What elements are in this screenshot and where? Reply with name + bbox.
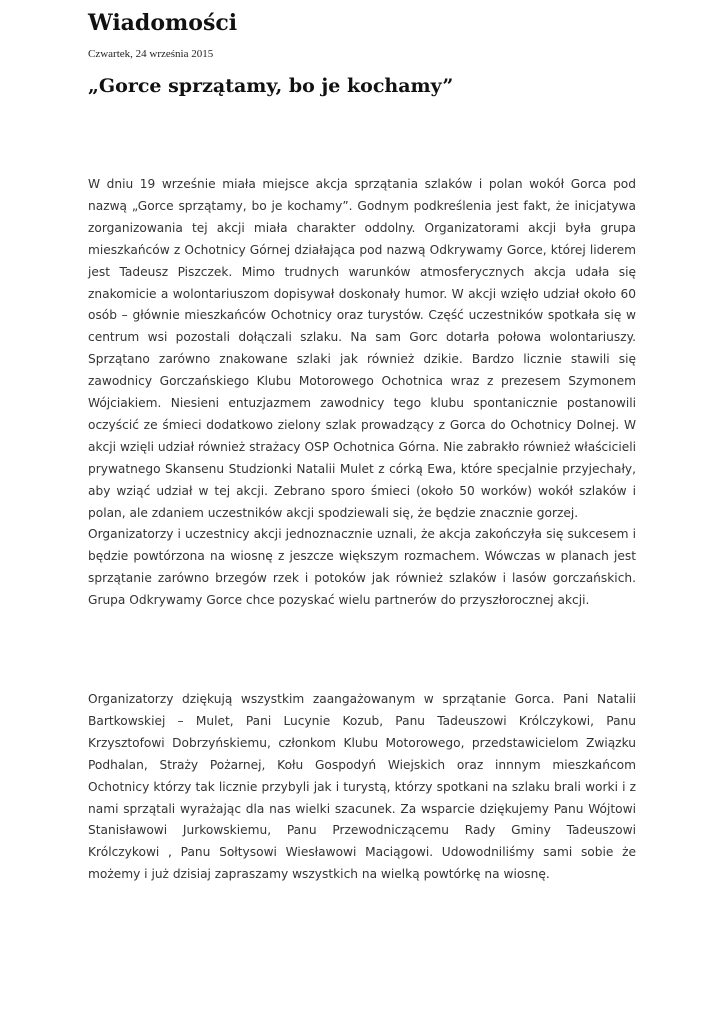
article-paragraph: Organizatorzy i uczestnicy akcji jednoznacznie uznali, że akcja zakończyła się sukcesem i będzie powtórzona na wiosnę z jeszcze większym rozmachem. Wówczas w planach jest sprzątanie zarówno brzegów rzek i potoków jak również szlaków i lasów gorczańskich. Grupa Odkrywamy Gorce chce pozyskać wielu partnerów do przyszłorocznej akcji. xyxy=(88,527,636,607)
publication-date: Czwartek, 24 września 2015 xyxy=(88,48,214,60)
article-title: „Gorce sprzątamy, bo je kochamy” xyxy=(88,75,454,97)
article-paragraph: W dniu 19 wrześnie miała miejsce akcja sprzątania szlaków i polan wokół Gorca pod nazwą „Gorce sprzątamy, bo je kochamy”. Godnym podkreślenia jest fakt, że inicjatywa zorganizowania tej akcji miała charakter oddolny. Organizatorami akcji była grupa mieszkańców z Ochotnicy Górnej działająca pod nazwą Odkrywamy Gorce, której liderem jest Tadeusz Piszczek. Mimo trudnych warunków atmosferycznych akcja udała się znakomicie a wolontariuszom dopisywał doskonały humor. W akcji wzięło udział około 60 osób – głównie mieszkańców Ochotnicy oraz turystów. Część uczestników spotkała się w centrum wsi pozostali dołączali szlaku. Na sam Gorc dotarła połowa wolontariuszy. Sprzątano zarówno znakowane szlaki jak również dzikie. Bardzo licznie stawili się zawodnicy Gorczańskiego Klubu Motorowego Ochotnica wraz z prezesem Szymonem Wójciakiem. Niesieni entuzjazmem zawodnicy tego klubu spontanicznie postanowili oczyścić ze śmieci dodatkowo zielony szlak prowadzący z Gorca do Ochotnicy Dolnej. W akcji wzięli udział również strażacy OSP Ochotnica Górna. Nie zabrakło również właścicieli prywatnego Skansenu Studzionki Natalii Mulet z córką Ewa, które specjalnie przyjechały, aby wziąć udział w tej akcji. Zebrano sporo śmieci (około 50 worków) wokół szlaków i polan, ale zdaniem uczestników akcji spodziewali się, że będzie znacznie gorzej. xyxy=(88,177,636,520)
article-paragraph: Organizatorzy dziękują wszystkim zaangażowanym w sprzątanie Gorca. Pani Natalii Bartkowskiej – Mulet, Pani Lucynie Kozub, Panu Tadeuszowi Królczykowi, Panu Krzysztofowi Dobrzyńskiemu, członkom Klubu Motorowego, przedstawicielom Związku Podhalan, Straży Pożarnej, Kołu Gospodyń Wiejskich oraz innnym mieszkańcom Ochotnicy którzy tak licznie przybyli jak i turystą, którzy spotkani na szlaku brali worki i z nami sprzątali wyrażając dla nas wielki szacunek. Za wsparcie dziękujemy Panu Wójtowi Stanisławowi Jurkowskiemu, Panu Przewodniczącemu Rady Gminy Tadeuszowi Królczykowi , Panu Sołtysowi Wiesławowi Maciągowi. Udowodniliśmy sami sobie że możemy i już dzisiaj zapraszamy wszystkich na wielką powtórkę na wiosnę. xyxy=(88,692,636,882)
site-title: Wiadomości xyxy=(88,10,238,36)
